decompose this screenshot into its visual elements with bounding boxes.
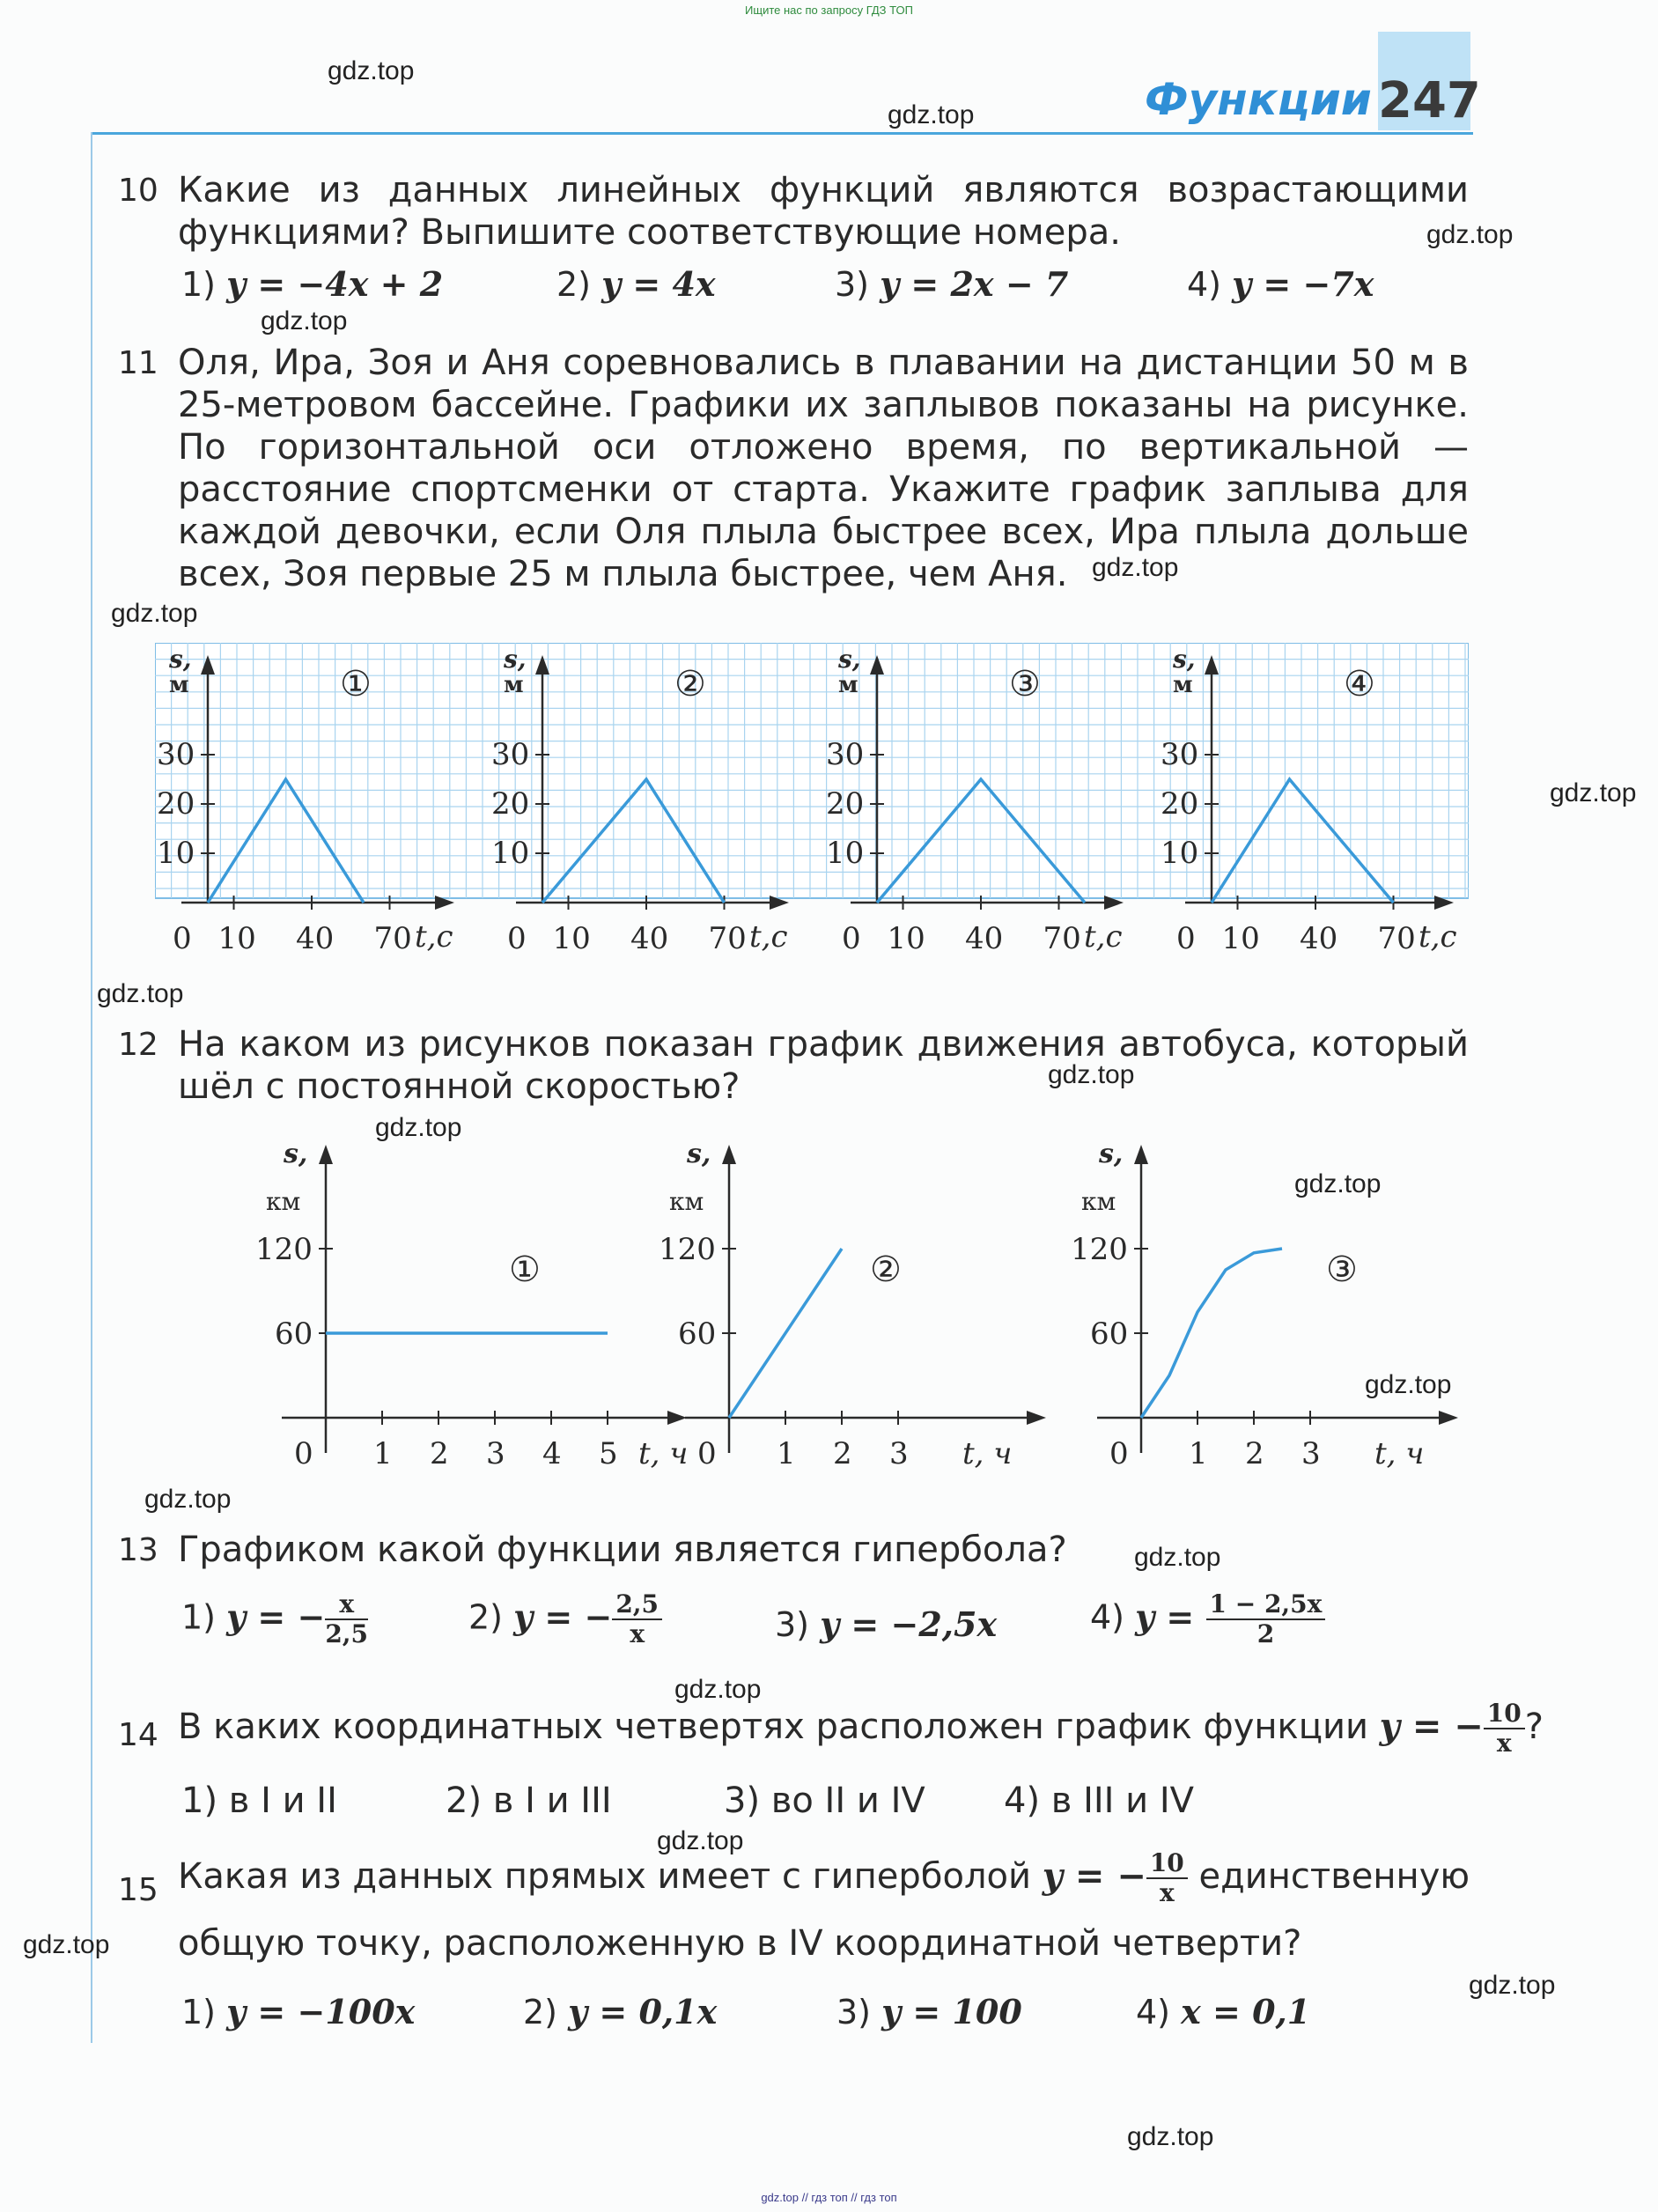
watermark: gdz.top [1365, 1370, 1452, 1399]
arrow-head [319, 1145, 333, 1164]
x-tick-label: 10 [1221, 921, 1260, 956]
x-tick-label: 0 [1176, 921, 1196, 956]
x-tick-label: 40 [1300, 921, 1338, 956]
question-text-cont: общую точку, расположенную в IV координатной четверти? [178, 1923, 1302, 1964]
x-axis-label: t,c [415, 919, 453, 955]
swim-charts [155, 643, 1469, 960]
watermark: gdz.top [1092, 553, 1179, 582]
running-header-title: Функции [1145, 74, 1372, 125]
page-number: 247 [1378, 72, 1481, 129]
watermark: gdz.top [1550, 778, 1637, 807]
x-tick-label: 2 [430, 1436, 449, 1471]
y-axis-label: s, [687, 1139, 711, 1169]
y-axis-label: s, [504, 645, 527, 674]
x-tick-label: 3 [1301, 1436, 1321, 1471]
watermark: gdz.top [1469, 1971, 1556, 2000]
y-tick-label: 20 [157, 786, 195, 822]
x-axis-label: t,c [749, 919, 788, 955]
watermark: gdz.top [328, 56, 415, 85]
y-tick-label: 60 [275, 1316, 313, 1352]
question-number: 10 [118, 173, 158, 209]
question-number: 11 [118, 345, 158, 381]
y-tick-label: 30 [491, 737, 530, 772]
x-tick-label: 0 [507, 921, 527, 956]
bottom-note: gdz.top // гдз топ // гдз топ [761, 2191, 897, 2204]
x-tick-label: 70 [373, 921, 412, 956]
bus-charts [167, 1127, 1470, 1515]
question-text: На каком из рисунков показан график движения автобуса, который шёл с постоянной скоростью? [178, 1024, 1469, 1107]
x-axis-label: t,c [1419, 919, 1457, 955]
question-number: 14 [118, 1717, 158, 1753]
answer-option: 1) в I и II [181, 1781, 337, 1821]
x-tick-label: 40 [630, 921, 669, 956]
answer-option: 3) во II и IV [724, 1781, 925, 1821]
header-rule [91, 132, 1473, 135]
question-number: 12 [118, 1027, 158, 1063]
x-tick-label: 1 [373, 1436, 393, 1471]
y-axis-unit: км [669, 1187, 704, 1216]
x-tick-label: 3 [889, 1436, 909, 1471]
x-tick-label: 5 [599, 1436, 618, 1471]
chart-panel [255, 1139, 688, 1471]
x-tick-label: 0 [173, 921, 192, 956]
series-line [1141, 1249, 1282, 1418]
x-axis-label: t, ч [1374, 1436, 1425, 1471]
y-axis-label: s, [169, 645, 192, 674]
arrow-head [667, 1411, 687, 1425]
x-tick-label: 0 [1109, 1436, 1129, 1471]
x-tick-label: 0 [842, 921, 861, 956]
y-axis-label: s, [284, 1139, 308, 1169]
y-tick-label: 120 [255, 1232, 313, 1267]
watermark: gdz.top [1134, 1543, 1221, 1572]
answer-option: 3) y = −2,5x [775, 1604, 998, 1644]
y-tick-label: 30 [157, 737, 195, 772]
watermark: gdz.top [1426, 220, 1514, 249]
answer-option: 1) y = −4x + 2 [181, 264, 444, 304]
x-tick-label: 70 [1377, 921, 1416, 956]
answer-option: 2) y = 4x [556, 264, 716, 304]
y-tick-label: 30 [1161, 737, 1199, 772]
x-tick-label: 70 [1043, 921, 1081, 956]
question-text: Оля, Ира, Зоя и Аня соревновались в плавании на дистанции 50 м в 25-метровом бассейне. Графики их заплывов показаны на рисунке. По горизонтальной оси отложено время, по вертикальной — расстояние спортсменки от старта. Укажите график заплыва для каждой девочки, если Оля плыла быстрее всех, Ира плыла дольше всех, Зоя первые 25 м плыла быстрее, чем Аня. [178, 343, 1469, 594]
question-number: 13 [118, 1532, 158, 1568]
arrow-head [1027, 1411, 1046, 1425]
panel-label: ④ [1344, 664, 1375, 704]
answer-option: 2) в I и III [446, 1781, 612, 1821]
y-tick-label: 10 [1161, 836, 1199, 871]
y-axis-unit: м [169, 672, 189, 698]
y-tick-label: 10 [157, 836, 195, 871]
answer-option: 3) y = 2x − 7 [835, 264, 1069, 304]
question-number: 15 [118, 1872, 158, 1908]
y-axis-unit: м [838, 672, 858, 698]
answer-option: 3) y = 100 [836, 1992, 1022, 2031]
x-tick-label: 1 [777, 1436, 796, 1471]
x-tick-label: 40 [965, 921, 1004, 956]
watermark: gdz.top [888, 100, 975, 129]
arrow-head [1134, 1145, 1148, 1164]
y-tick-label: 10 [491, 836, 530, 871]
y-axis-label: s, [1099, 1139, 1124, 1169]
answer-option: 2) y = 0,1x [523, 1992, 718, 2031]
answer-option: 4) y = $\frac{1 - 2,5x}{2}$ [1090, 1590, 1325, 1648]
watermark: gdz.top [23, 1930, 110, 1959]
watermark: gdz.top [1127, 2122, 1214, 2151]
chart-panel [659, 1139, 1046, 1471]
watermark: gdz.top [97, 979, 184, 1008]
answer-option: 1) y = −100x [181, 1992, 416, 2031]
x-tick-label: 1 [1189, 1436, 1208, 1471]
panel-label: ③ [1326, 1250, 1358, 1290]
y-axis-label: s, [1173, 645, 1196, 674]
arrow-head [722, 1145, 736, 1164]
x-axis-label: t, ч [638, 1436, 689, 1471]
question-text: В каких координатных четвертях расположен график функции y = − $\frac{10}{x}$ ? [178, 1699, 1544, 1758]
x-tick-label: 10 [217, 921, 256, 956]
y-tick-label: 120 [1071, 1232, 1128, 1267]
watermark: gdz.top [657, 1826, 744, 1855]
answer-option: 1) y = − $\frac{x}{2,5}$ [181, 1589, 369, 1648]
y-tick-label: 120 [659, 1232, 716, 1267]
panel-label: ② [870, 1250, 902, 1290]
x-tick-label: 0 [294, 1436, 313, 1471]
watermark: gdz.top [1294, 1169, 1382, 1198]
y-tick-label: 60 [1090, 1316, 1129, 1352]
chart-panel [1071, 1139, 1458, 1471]
x-tick-label: 70 [708, 921, 747, 956]
margin-rule [91, 132, 92, 2043]
arrow-head [1439, 1411, 1458, 1425]
series-line [729, 1249, 842, 1418]
question-text: Графиком какой функции является гипербола? [178, 1530, 1067, 1570]
x-axis-label: t,c [1084, 919, 1123, 955]
watermark: gdz.top [261, 306, 348, 335]
y-axis-unit: м [1173, 672, 1193, 698]
x-tick-label: 2 [1245, 1436, 1264, 1471]
question-text: Какая из данных прямых имеет с гиперболой y = − $\frac{10}{x}$ единственную [178, 1848, 1470, 1907]
y-tick-label: 20 [1161, 786, 1199, 822]
watermark: gdz.top [1048, 1060, 1135, 1089]
x-axis-label: t, ч [962, 1436, 1013, 1471]
y-axis-label: s, [838, 645, 861, 674]
watermark: gdz.top [111, 599, 198, 628]
answer-option: 4) y = −7x [1187, 264, 1374, 304]
watermark: gdz.top [674, 1675, 762, 1704]
answer-option: 4) x = 0,1 [1136, 1992, 1311, 2031]
top-note: Ищите нас по запросу ГДЗ ТОП [745, 4, 913, 17]
y-axis-unit: км [1081, 1187, 1116, 1216]
x-tick-label: 4 [542, 1436, 562, 1471]
y-axis-unit: м [504, 672, 524, 698]
x-tick-label: 10 [552, 921, 591, 956]
question-text: Какие из данных линейных функций являются возрастающими функциями? Выпишите соответствующие номера. [178, 170, 1469, 253]
x-tick-label: 0 [697, 1436, 717, 1471]
y-tick-label: 60 [678, 1316, 717, 1352]
y-tick-label: 10 [826, 836, 865, 871]
x-tick-label: 40 [296, 921, 335, 956]
y-axis-unit: км [266, 1187, 301, 1216]
panel-label: ② [674, 664, 706, 704]
x-tick-label: 10 [887, 921, 925, 956]
answer-option: 4) в III и IV [1004, 1781, 1195, 1821]
watermark: gdz.top [375, 1113, 462, 1142]
y-tick-label: 30 [826, 737, 865, 772]
answer-option: 2) y = − $\frac{2,5}{x}$ [468, 1590, 662, 1648]
panel-label: ① [340, 664, 372, 704]
y-tick-label: 20 [826, 786, 865, 822]
panel-label: ① [509, 1250, 541, 1290]
watermark: gdz.top [144, 1485, 232, 1514]
y-tick-label: 20 [491, 786, 530, 822]
x-tick-label: 3 [486, 1436, 505, 1471]
x-tick-label: 2 [833, 1436, 852, 1471]
panel-label: ③ [1009, 664, 1041, 704]
